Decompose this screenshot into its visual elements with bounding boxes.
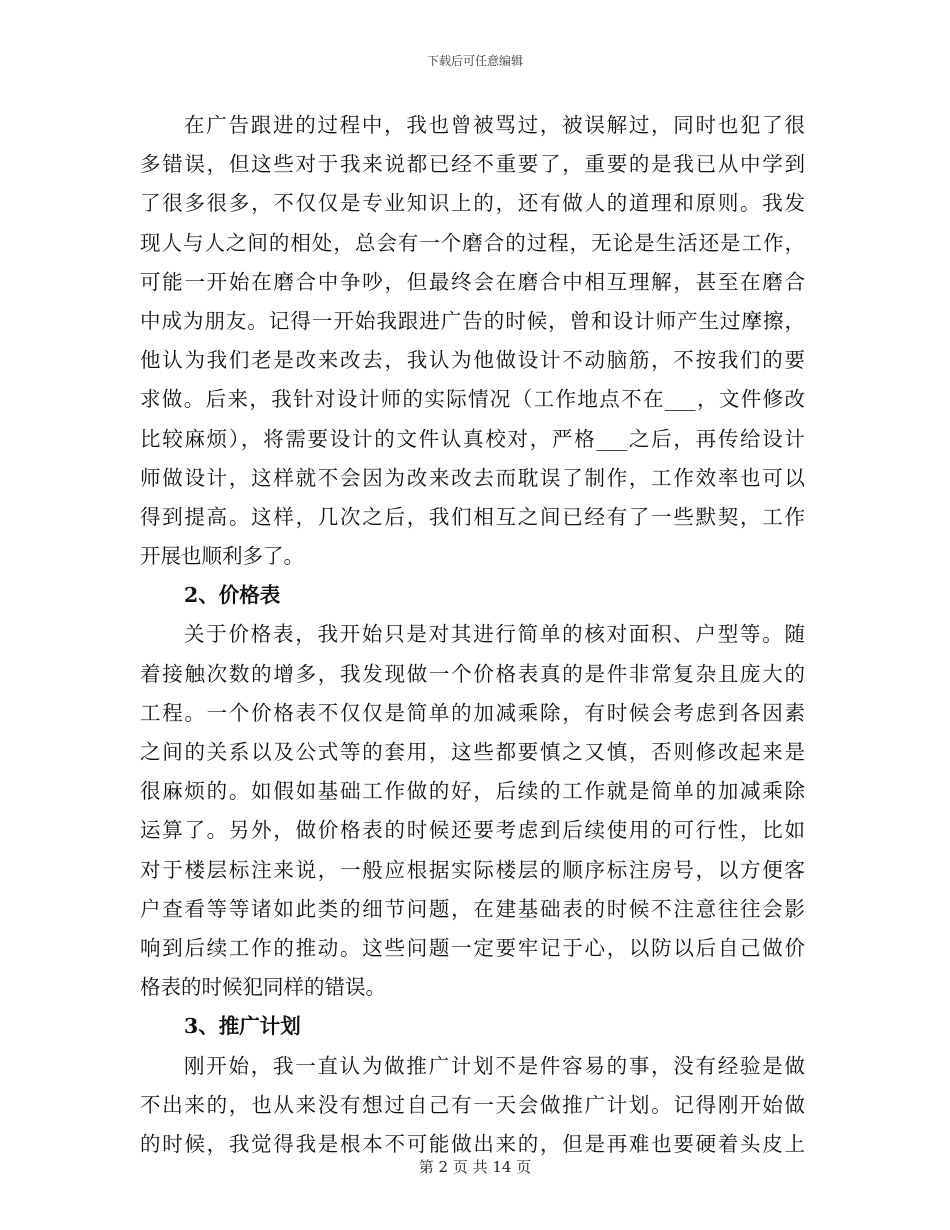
paragraph-2 [140, 615, 805, 1007]
page-number-footer: 第 2 页 共 14 页 [418, 1158, 532, 1176]
text-line: 现人与人之间的相处，总会有一个磨合的过程，无论是生活还是工作， [140, 230, 805, 255]
text-line: 刚开始，我一直认为做推广计划不是件容易的事，没有经验是做 [184, 1053, 805, 1078]
section-heading-price-table: 2、价格表 [184, 583, 281, 608]
text-line: 着接触次数的增多，我发现做一个价格表真的是件非常复杂且庞大的 [140, 661, 805, 686]
text-line: 开展也顺利多了。 [140, 544, 304, 569]
text-line: 师做设计，这样就不会因为改来改去而耽误了制作，工作效率也可以 [140, 465, 805, 490]
text-line: 了很多很多，不仅仅是专业知识上的，还有做人的道理和原则。我发 [140, 191, 805, 216]
text-line: 关于价格表，我开始只是对其进行简单的核对面积、户型等。随 [184, 622, 805, 647]
text-line: 户查看等等诸如此类的细节问题，在建基础表的时候不注意往往会影 [140, 896, 805, 921]
text-line: 他认为我们老是改来改去，我认为他做设计不动脑筋，不按我们的要 [140, 348, 805, 373]
text-line: 很麻烦的。如假如基础工作做的好，后续的工作就是简单的加减乘除 [140, 779, 805, 804]
text-line: 不出来的，也从来没有想过自己有一天会做推广计划。记得刚开始做 [140, 1092, 805, 1117]
text-line: 工程。一个价格表不仅仅是简单的加减乘除，有时候会考虑到各因素 [140, 700, 805, 725]
text-line: 中成为朋友。记得一开始我跟进广告的时候，曾和设计师产生过摩擦， [140, 308, 805, 333]
text-line: 运算了。另外，做价格表的时候还要考虑到后续使用的可行性，比如 [140, 818, 805, 843]
text-line: 的时候，我觉得我是根本不可能做出来的，但是再难也要硬着头皮上 [140, 1131, 805, 1156]
text-line: 对于楼层标注来说，一般应根据实际楼层的顺序标注房号，以方便客 [140, 857, 805, 882]
text-line: 得到提高。这样，几次之后，我们相互之间已经有了一些默契，工作 [140, 504, 805, 529]
text-line: 之间的关系以及公式等的套用，这些都要慎之又慎，否则修改起来是 [140, 740, 805, 764]
text-line: 格表的时候犯同样的错误。 [140, 975, 386, 1000]
paragraph-3 [140, 1047, 805, 1165]
text-line: 可能一开始在磨合中争吵，但最终会在磨合中相互理解，甚至在磨合 [140, 269, 805, 294]
text-line: 响到后续工作的推动。这些问题一定要牢记于心，以防以后自己做价 [140, 935, 805, 960]
paragraph-1 [140, 106, 805, 576]
document-body [140, 106, 805, 1164]
page-header-note: 下载后可任意编辑 [426, 54, 523, 68]
text-line: 比较麻烦），将需要设计的文件认真校对，严格___之后，再传给设计 [140, 426, 805, 451]
text-line: 多错误，但这些对于我来说都已经不重要了，重要的是我已从中学到 [140, 152, 805, 177]
text-line: 求做。后来，我针对设计师的实际情况（工作地点不在___，文件修改 [140, 387, 805, 412]
section-heading-promotion-plan: 3、推广计划 [184, 1014, 301, 1039]
text-line: 在广告跟进的过程中，我也曾被骂过，被误解过，同时也犯了很 [184, 113, 805, 137]
